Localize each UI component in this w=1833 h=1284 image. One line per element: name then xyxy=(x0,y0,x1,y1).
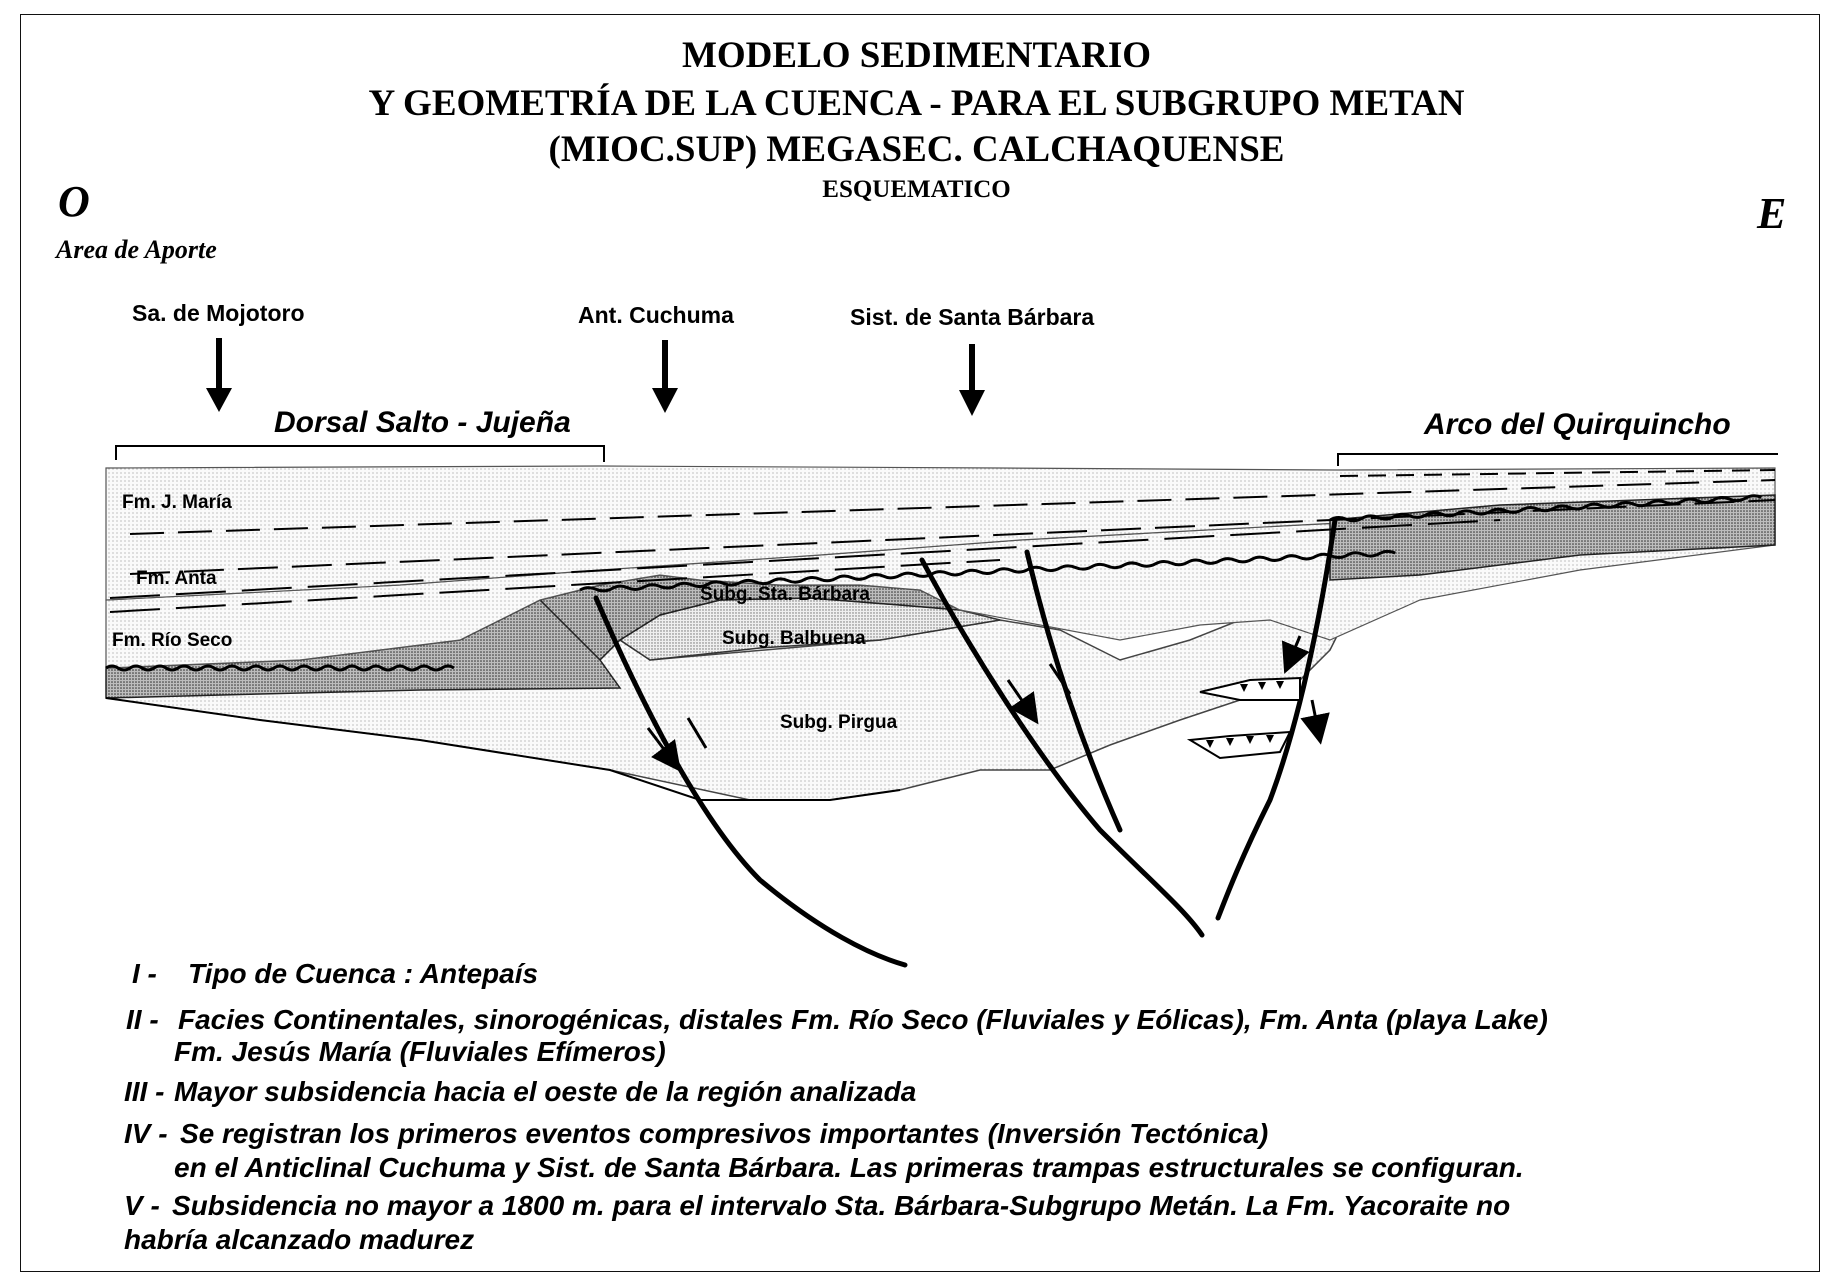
location-santa-barbara: Sist. de Santa Bárbara xyxy=(850,304,1095,330)
note-number: II - xyxy=(126,1004,159,1035)
note-number: III - xyxy=(124,1076,165,1107)
title-line-3: (MIOC.SUP) MEGASEC. CALCHAQUENSE xyxy=(548,129,1285,170)
formation-balbuena: Subg. Balbuena xyxy=(722,628,866,649)
arrowhead-mojotoro xyxy=(206,388,232,412)
note-number: V - xyxy=(124,1190,160,1221)
formation-anta: Fm. Anta xyxy=(136,568,217,589)
formation-stabarbara: Subg. Sta. Bárbara xyxy=(700,584,870,605)
location-cuchuma: Ant. Cuchuma xyxy=(578,302,734,328)
arco-bracket xyxy=(1338,454,1778,466)
arrowhead-santa-barbara xyxy=(959,390,985,416)
note-text: Tipo de Cuenca : Antepaís xyxy=(188,958,539,989)
dorsal-label: Dorsal Salto - Jujeña xyxy=(274,406,571,439)
note-text: habría alcanzado madurez xyxy=(124,1224,475,1255)
note-text: Mayor subsidencia hacia el oeste de la región analizada xyxy=(174,1076,917,1107)
trap-wedges xyxy=(1190,678,1300,758)
formation-pirgua: Subg. Pirgua xyxy=(780,712,898,733)
note-text: en el Anticlinal Cuchuma y Sist. de Santa Bárbara. Las primeras trampas estructurales se configuran. xyxy=(174,1152,1524,1183)
west-label: O xyxy=(58,177,90,226)
east-label: E xyxy=(1757,189,1787,238)
note-text: Fm. Jesús María (Fluviales Efímeros) xyxy=(174,1036,666,1067)
location-mojotoro: Sa. de Mojotoro xyxy=(132,300,305,326)
arco-label: Arco del Quirquincho xyxy=(1424,408,1731,441)
subtitle: ESQUEMATICO xyxy=(822,176,1011,203)
note-text: Facies Continentales, sinorogénicas, distales Fm. Río Seco (Fluviales y Eólicas), Fm. Anta (playa Lake) xyxy=(178,1004,1548,1035)
formation-rioseco: Fm. Río Seco xyxy=(112,630,233,651)
location-arrows xyxy=(206,338,985,416)
note-number: IV - xyxy=(124,1118,168,1149)
source-area-label: Area de Aporte xyxy=(56,235,217,264)
title-line-2: Y GEOMETRÍA DE LA CUENCA - PARA EL SUBGRUPO METAN xyxy=(368,83,1465,124)
title-line-1: MODELO SEDIMENTARIO xyxy=(681,35,1152,76)
note-text: Se registran los primeros eventos compresivos importantes (Inversión Tectónica) xyxy=(180,1118,1269,1149)
note-number: I - xyxy=(132,958,157,989)
arrowhead-cuchuma xyxy=(652,388,678,413)
dorsal-bracket xyxy=(116,446,604,462)
formation-jmaria: Fm. J. María xyxy=(122,492,232,513)
note-text: Subsidencia no mayor a 1800 m. para el intervalo Sta. Bárbara-Subgrupo Metán. La Fm. Yacoraite no xyxy=(172,1190,1511,1221)
